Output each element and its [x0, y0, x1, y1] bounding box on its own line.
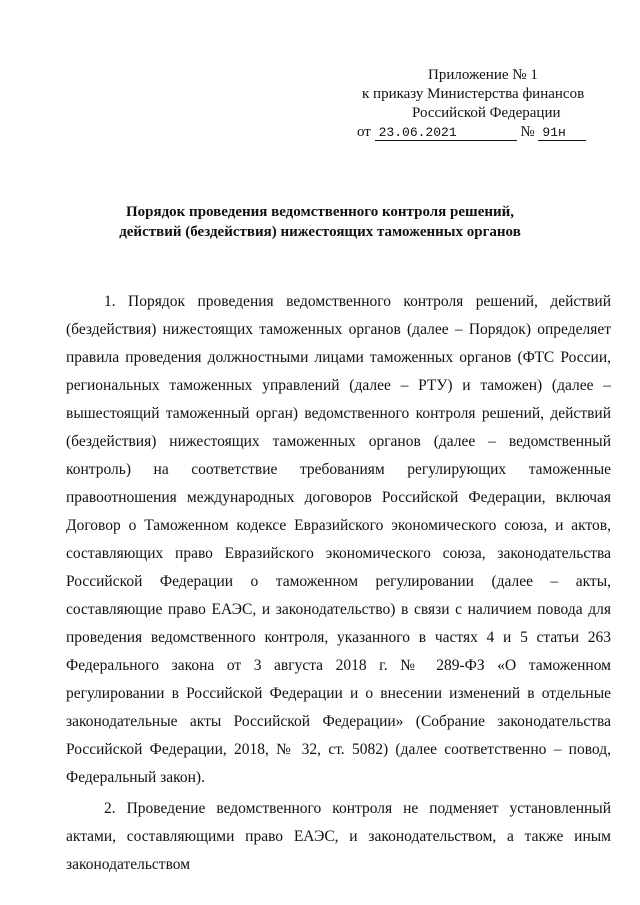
appendix-ministry: Российской Федерации	[412, 105, 561, 121]
date-prefix: от	[357, 124, 371, 140]
appendix-order-ref: к приказу Министерства финансов	[362, 86, 585, 102]
document-body	[66, 288, 611, 879]
appendix-header	[355, 66, 605, 142]
title-line-1: Порядок проведения ведомственного контроля решений,	[125, 204, 515, 220]
paragraph-1: 1. Порядок проведения ведомственного контроля решений, действий (бездействия) нижестоящих таможенных органов (далее – Порядок) определяет правила проведения должностными лицами таможенных органов (ФТС России, региональных таможенных управлений (далее – РТУ) и таможен) (далее – вышестоящий таможенный орган) ведомственного контроля решений, действий (бездействия) нижестоящих таможенных органов (далее – ведомственный контроль) на соответствие требованиям регулирующих таможенные правоотношения международных договоров Российской Федерации, включая Договор о Таможенном кодексе Евразийского экономического союза, и актов, составляющих право Евразийского экономического союза, законодательства Российской Федерации о таможенном регулировании (далее – акты, составляющие право ЕАЭС, и законодательство) в связи с наличием повода для проведения ведомственного контроля, указанного в частях 4 и 5 статьи 263 Федерального закона от 3 августа 2018 г. № 289-ФЗ «О таможенном регулировании в Российской Федерации и о внесении изменений в отдельные законодательные акты Российской Федерации» (Собрание законодательства Российской Федерации, 2018, № 32, ст. 5082) (далее соответственно – повод, Федеральный закон).	[66, 293, 611, 786]
paragraph-2: 2. Проведение ведомственного контроля не подменяет установленный актами, составляющими право ЕАЭС, и законодательством, а также иным законодательством	[66, 800, 611, 873]
document-title	[60, 202, 580, 242]
appendix-number: Приложение № 1	[428, 67, 538, 83]
appendix-date-line	[355, 123, 605, 142]
number-prefix: №	[520, 124, 535, 140]
order-number: 91н	[538, 126, 586, 141]
order-date: 23.06.2021	[375, 126, 517, 141]
title-line-2: действий (бездействия) нижестоящих таможенных органов	[119, 224, 521, 240]
